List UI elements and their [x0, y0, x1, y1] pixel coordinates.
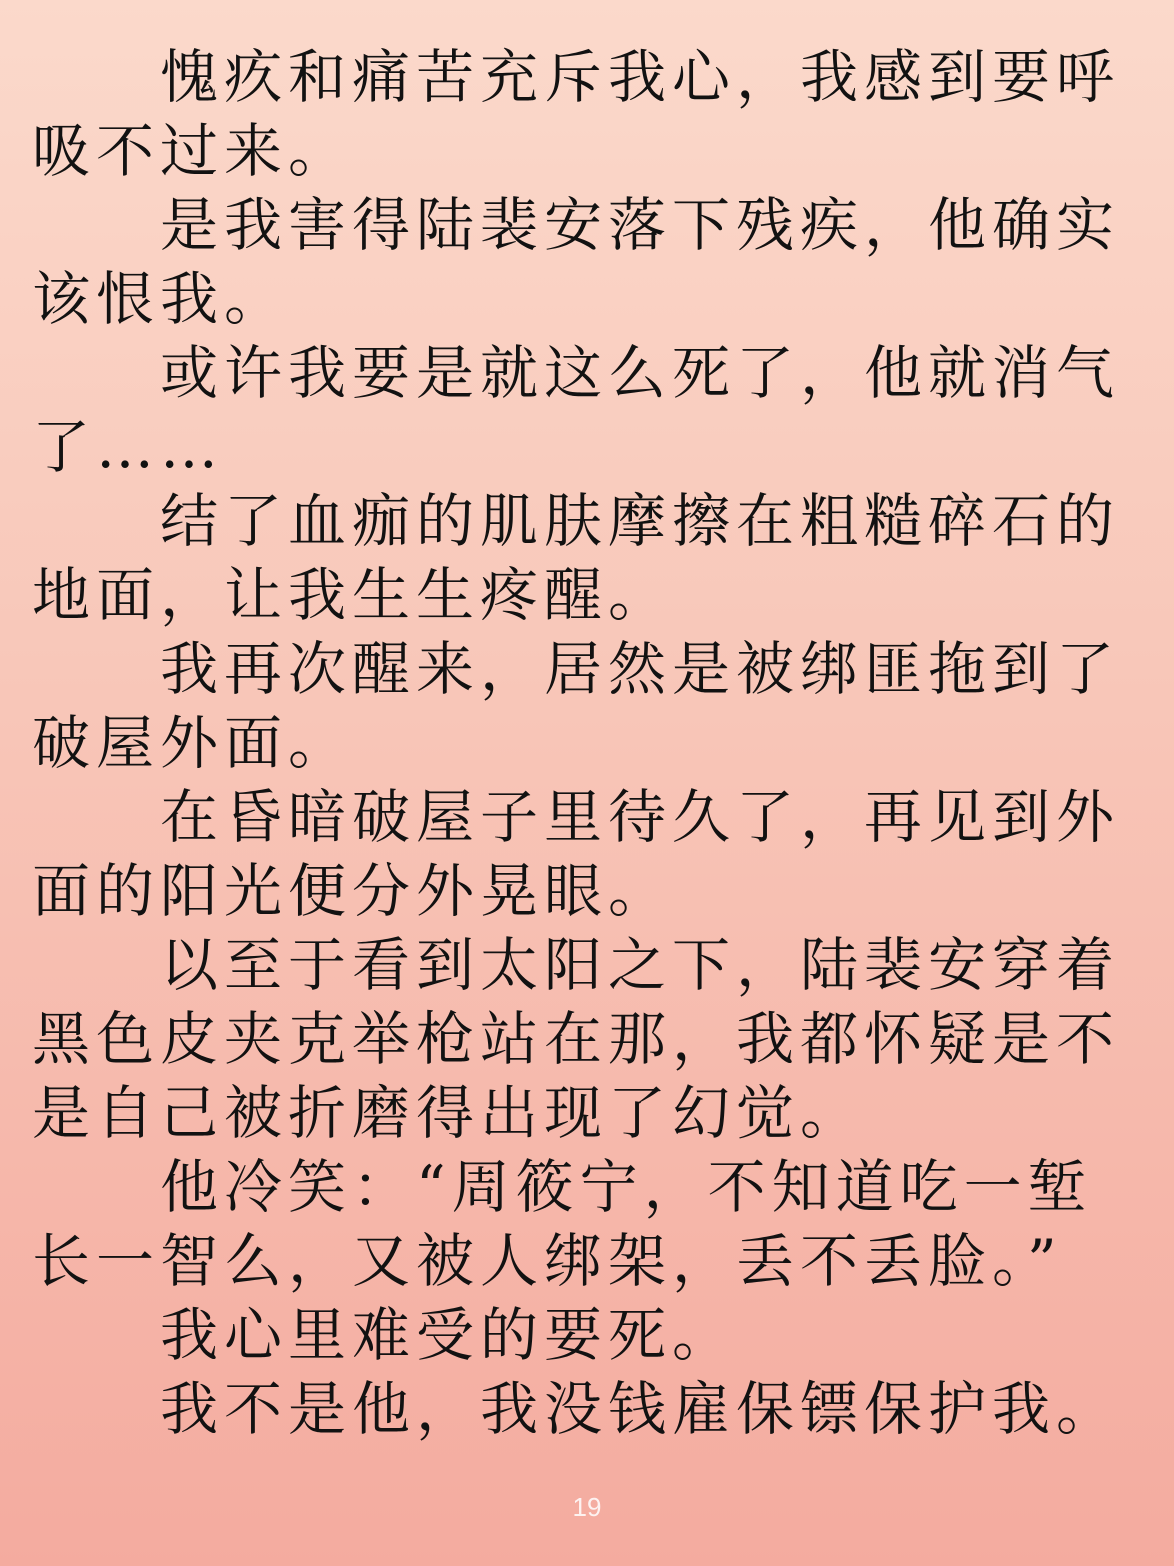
paragraph-line: 我不是他，我没钱雇保镖保护我。 [160, 1375, 1121, 1443]
paragraph-line: 我再次醒来，居然是被绑匪拖到了 [160, 635, 1121, 703]
paragraph-line: 破屋外面。 [32, 709, 353, 777]
story-text [32, 40, 1132, 1446]
paragraph-line: 以至于看到太阳之下，陆裴安穿着 [160, 931, 1121, 999]
page-number: 19 [572, 1492, 602, 1522]
paragraph-line: 是我害得陆裴安落下残疾，他确实 [160, 191, 1121, 259]
paragraph-line: 我心里难受的要死。 [160, 1301, 737, 1369]
paragraph-line: 面的阳光便分外晃眼。 [32, 857, 673, 925]
paragraph-line: 长一智么，又被人绑架，丢不丢脸。” [32, 1227, 1063, 1295]
paragraph-line: 该恨我。 [32, 265, 289, 333]
paragraph-line: 是自己被折磨得出现了幻觉。 [32, 1079, 865, 1147]
paragraph-line: 或许我要是就这么死了，他就消气 [160, 339, 1121, 407]
paragraph-line: 吸不过来。 [32, 117, 353, 185]
paragraph-line: 他冷笑：“周筱宁，不知道吃一堑 [160, 1153, 1092, 1221]
paragraph-line: 黑色皮夹克举枪站在那，我都怀疑是不 [32, 1005, 1121, 1073]
paragraph-line: 地面，让我生生疼醒。 [32, 561, 673, 629]
paragraph-line: 结了血痂的肌肤摩擦在粗糙碎石的 [160, 487, 1121, 555]
paragraph-line: 愧疚和痛苦充斥我心，我感到要呼 [160, 43, 1121, 111]
paragraph-line: 了…… [32, 413, 225, 481]
paragraph-line: 在昏暗破屋子里待久了，再见到外 [160, 783, 1121, 851]
